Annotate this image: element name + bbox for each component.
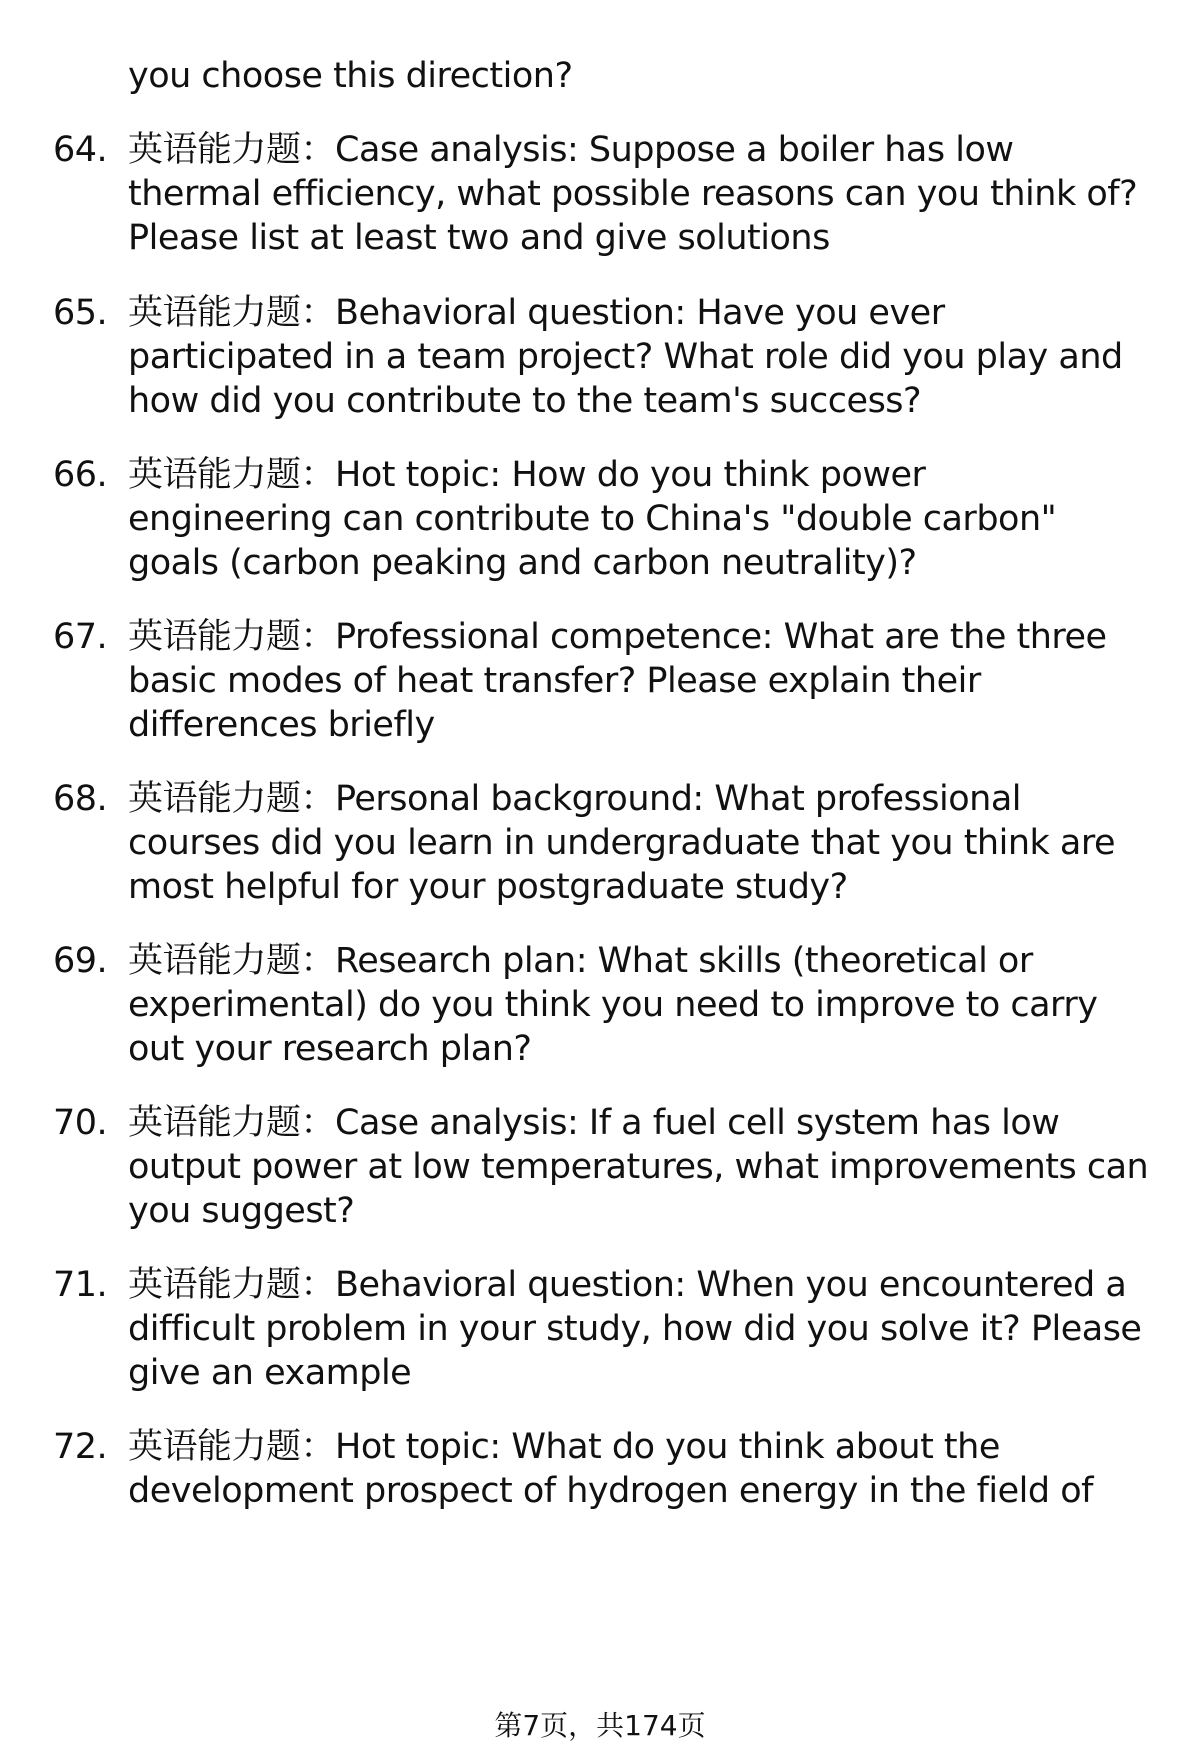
question-text: 英语能力题：Personal background: What professional [128, 779, 1021, 819]
question-text: difficult problem in your study, how did you solve it? Please [128, 1309, 1142, 1349]
question-text: differences briefly [128, 705, 435, 745]
question-number: 64. [53, 130, 108, 170]
question-number: 71. [53, 1265, 108, 1305]
question-text: most helpful for your postgraduate study? [128, 867, 848, 907]
question-number: 65. [53, 293, 108, 333]
question-text: out your research plan? [128, 1029, 532, 1069]
question-text: you suggest? [128, 1191, 355, 1231]
question-text: how did you contribute to the team's success? [128, 381, 922, 421]
question-text: experimental) do you think you need to improve to carry [128, 985, 1098, 1025]
question-text: 英语能力题：Case analysis: Suppose a boiler has low [128, 130, 1014, 170]
page-footer: 第7页，共174页 [494, 1709, 706, 1742]
question-number: 70. [53, 1103, 108, 1143]
question-text: courses did you learn in undergraduate that you think are [128, 823, 1116, 863]
question-number: 67. [53, 617, 108, 657]
question-text: goals (carbon peaking and carbon neutrality)? [128, 543, 917, 583]
question-text: output power at low temperatures, what improvements can [128, 1147, 1149, 1187]
question-text: 英语能力题：Research plan: What skills (theoretical or [128, 941, 1033, 981]
question-text: 英语能力题：Professional competence: What are the three [128, 617, 1107, 657]
continuation-text: you choose this direction? [128, 56, 573, 96]
question-text: give an example [128, 1353, 412, 1393]
question-number: 68. [53, 779, 108, 819]
question-text: development prospect of hydrogen energy in the field of [128, 1471, 1093, 1511]
question-number: 72. [53, 1427, 108, 1467]
question-text: engineering can contribute to China's "double carbon" [128, 499, 1057, 539]
question-text: 英语能力题：Case analysis: If a fuel cell system has low [128, 1103, 1060, 1143]
question-text: participated in a team project? What role did you play and [128, 337, 1123, 377]
question-text: 英语能力题：Behavioral question: When you encountered a [128, 1265, 1127, 1305]
question-text: basic modes of heat transfer? Please explain their [128, 661, 981, 701]
question-text: 英语能力题：Behavioral question: Have you ever [128, 293, 945, 333]
question-text: 英语能力题：Hot topic: What do you think about the [128, 1427, 1000, 1467]
question-text: 英语能力题：Hot topic: How do you think power [128, 455, 926, 495]
question-number: 69. [53, 941, 108, 981]
question-number: 66. [53, 455, 108, 495]
question-text: Please list at least two and give solutions [128, 218, 830, 258]
question-text: thermal efficiency, what possible reasons can you think of? [128, 174, 1138, 214]
